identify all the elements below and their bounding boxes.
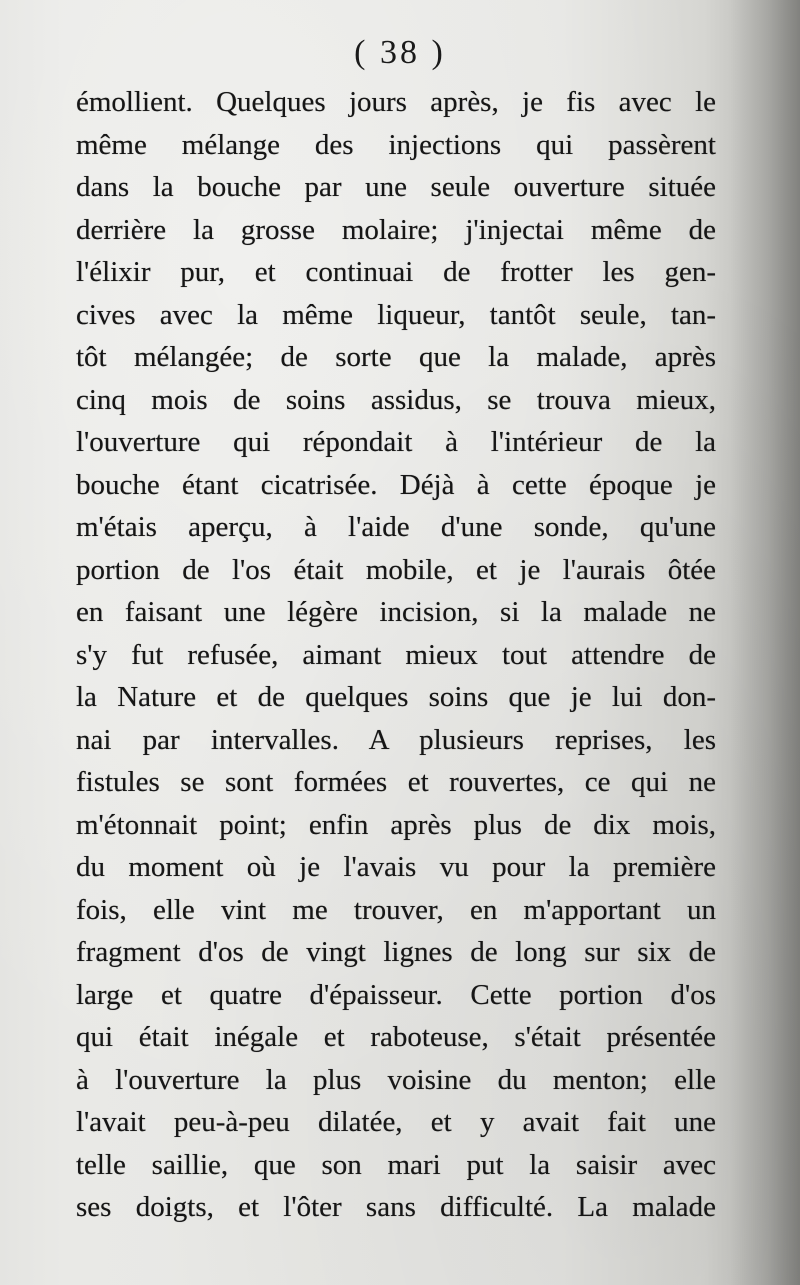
text-line: du moment où je l'avais vu pour la première (76, 851, 716, 883)
text-line: portion de l'os était mobile, et je l'aurais ôtée (76, 553, 716, 586)
text-line: fragment d'os de vingt lignes de long sur six de (76, 936, 716, 968)
text-line: nai par intervalles. A plusieurs reprises, les (76, 723, 716, 756)
text-line: fistules se sont formées et rouvertes, ce qui ne (76, 766, 716, 798)
text-line: à l'ouverture la plus voisine du menton; elle (76, 1063, 716, 1096)
text-line: large et quatre d'épaisseur. Cette portion d'os (76, 978, 716, 1011)
text-line: la Nature et de quelques soins que je lui don- (76, 681, 716, 713)
text-line: en faisant une légère incision, si la malade ne (76, 596, 716, 628)
body-text (76, 81, 716, 1229)
text-line: l'ouverture qui répondait à l'intérieur de la (76, 426, 716, 458)
text-line: l'élixir pur, et continuai de frotter les gen- (76, 256, 716, 288)
text-line: m'étonnait point; enfin après plus de dix mois, (76, 808, 716, 841)
text-line: cives avec la même liqueur, tantôt seule, tan- (76, 298, 716, 331)
page-number: ( 38 ) (354, 34, 446, 71)
page-edge-shadow (730, 0, 800, 1285)
text-line: derrière la grosse molaire; j'injectai même de (76, 213, 716, 246)
text-line: m'étais aperçu, à l'aide d'une sonde, qu'une (76, 511, 716, 543)
text-line: cinq mois de soins assidus, se trouva mieux, (76, 383, 716, 416)
text-line: l'avait peu-à-peu dilatée, et y avait fait une (76, 1106, 716, 1138)
text-line: ses doigts, et l'ôter sans difficulté. La malade (76, 1191, 716, 1223)
text-line: bouche étant cicatrisée. Déjà à cette époque je (76, 468, 716, 501)
text-line: dans la bouche par une seule ouverture située (76, 171, 716, 203)
text-line: s'y fut refusée, aimant mieux tout attendre de (76, 638, 716, 671)
text-line: qui était inégale et raboteuse, s'était présentée (76, 1021, 716, 1053)
text-line: même mélange des injections qui passèrent (76, 128, 716, 161)
text-line: émollient. Quelques jours après, je fis avec le (76, 86, 716, 118)
text-line: telle saillie, que son mari put la saisir avec (76, 1148, 716, 1181)
text-line: fois, elle vint me trouver, en m'apportant un (76, 893, 716, 926)
text-line: tôt mélangée; de sorte que la malade, après (76, 341, 716, 373)
